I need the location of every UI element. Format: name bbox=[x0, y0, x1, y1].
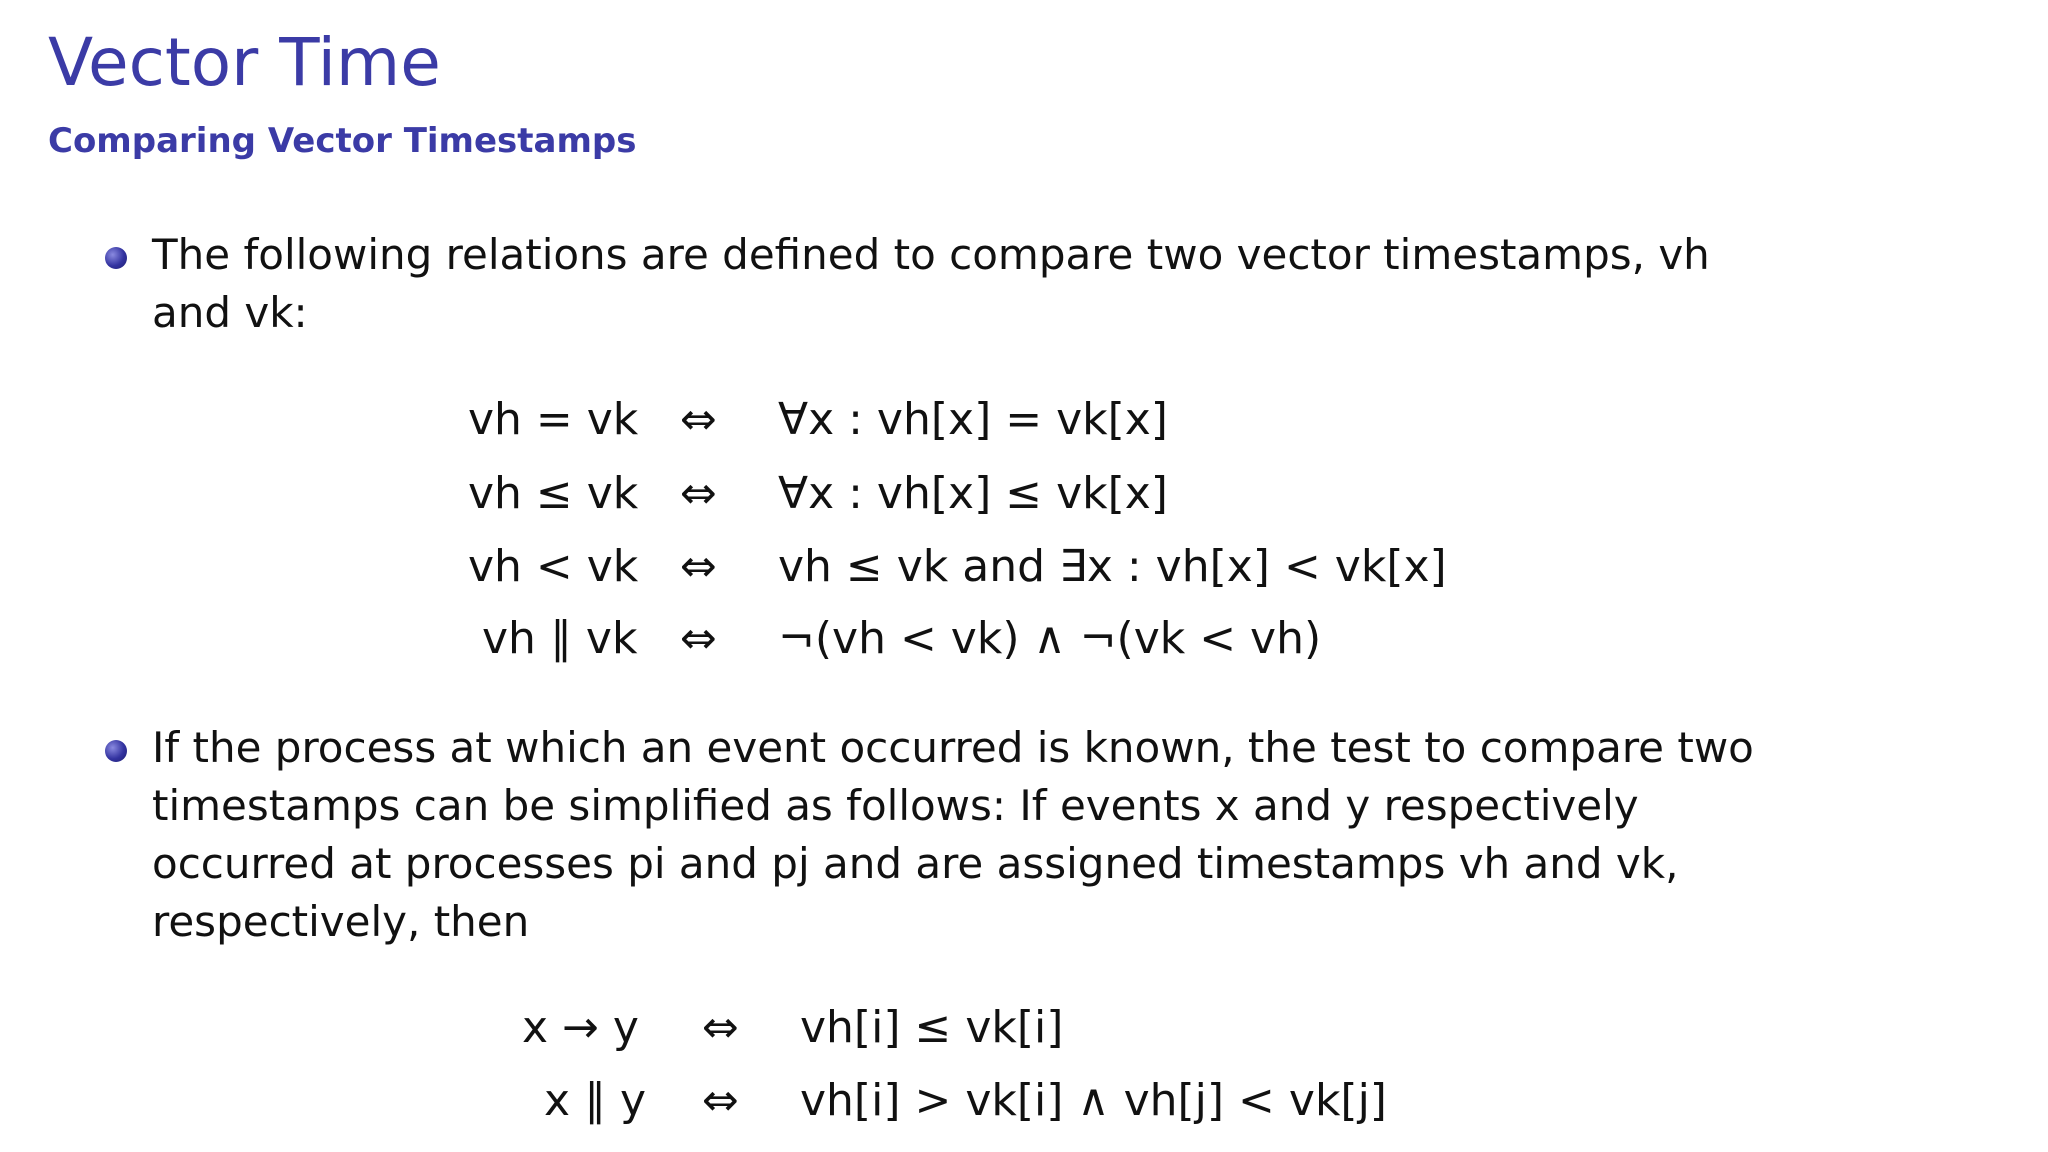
bullet-1-line-2: and vk: bbox=[152, 288, 308, 337]
relation-rhs: vh ≤ vk and ∃x : vh[x] < vk[x] bbox=[778, 541, 1447, 592]
relation-lhs: vh ≤ vk bbox=[468, 468, 639, 519]
bullet-2-text bbox=[152, 719, 1754, 951]
simplified-rhs: vh[i] > vk[i] ∧ vh[j] < vk[j] bbox=[800, 1075, 1387, 1126]
relation-rhs: ∀x : vh[x] = vk[x] bbox=[778, 394, 1168, 445]
bullet-2-line-2: timestamps can be simplified as follows: If events x and y respectively bbox=[152, 781, 1639, 830]
slide-title: Vector Time bbox=[48, 24, 441, 101]
simplified-rhs: vh[i] ≤ vk[i] bbox=[800, 1002, 1064, 1053]
relation-lhs: vh ∥ vk bbox=[482, 613, 638, 664]
slide-subtitle: Comparing Vector Timestamps bbox=[48, 121, 637, 161]
relation-rhs: ∀x : vh[x] ≤ vk[x] bbox=[778, 468, 1168, 519]
iff-symbol: ⇔ bbox=[680, 613, 717, 664]
relation-lhs: vh = vk bbox=[468, 394, 639, 445]
bullet-1-icon bbox=[105, 247, 127, 269]
iff-symbol: ⇔ bbox=[680, 468, 717, 519]
iff-symbol: ⇔ bbox=[680, 541, 717, 592]
iff-symbol: ⇔ bbox=[702, 1075, 739, 1126]
bullet-2-line-1: If the process at which an event occurred is known, the test to compare two bbox=[152, 723, 1754, 772]
simplified-lhs: x ∥ y bbox=[544, 1075, 647, 1126]
bullet-1-text bbox=[152, 226, 1710, 342]
bullet-2-line-3: occurred at processes pi and pj and are assigned timestamps vh and vk, bbox=[152, 839, 1679, 888]
iff-symbol: ⇔ bbox=[680, 394, 717, 445]
bullet-1-line-1: The following relations are defined to compare two vector timestamps, vh bbox=[152, 230, 1710, 279]
simplified-lhs: x → y bbox=[522, 1002, 639, 1053]
relation-rhs: ¬(vh < vk) ∧ ¬(vk < vh) bbox=[778, 613, 1322, 664]
bullet-2-icon bbox=[105, 740, 127, 762]
relation-lhs: vh < vk bbox=[468, 541, 639, 592]
bullet-2-line-4: respectively, then bbox=[152, 897, 530, 946]
iff-symbol: ⇔ bbox=[702, 1002, 739, 1053]
